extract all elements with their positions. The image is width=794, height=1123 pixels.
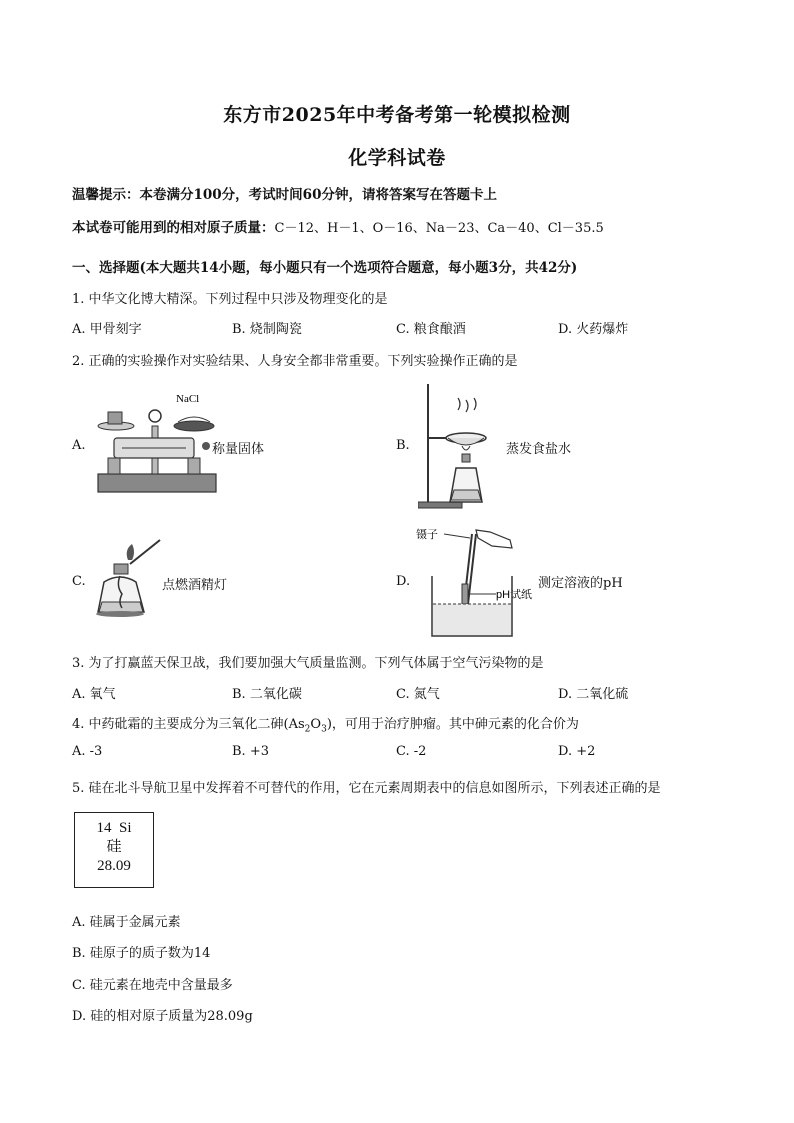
q2-caption-b: 蒸发食盐水 — [506, 442, 572, 457]
atomic-mass-label: 本试卷可能用到的相对原子质量： — [72, 220, 275, 236]
q2-letter-b: B. — [396, 438, 410, 453]
evaporation-figure — [418, 380, 500, 510]
q4-formula: $As_2O_3$ — [288, 717, 327, 735]
element-card-silicon — [74, 812, 154, 888]
q5-option-d: D. 硅的相对原子质量为28.09g — [72, 1009, 253, 1024]
ph-test-figure — [412, 524, 542, 642]
element-symbol: Si — [118, 820, 132, 836]
q4-option-c: C. -2 — [396, 744, 427, 759]
q3-option-a: A. 氧气 — [72, 687, 116, 702]
nacl-label: NaCl — [176, 393, 200, 405]
tweezers-label: 镊子 — [416, 529, 438, 541]
element-header — [75, 819, 153, 838]
q1-stem: 1. 中华文化博大精深。下列过程中只涉及物理变化的是 — [72, 292, 388, 307]
q2-letter-c: C. — [72, 574, 86, 589]
q4-option-d: D. +2 — [558, 744, 596, 759]
balance-scale-figure — [94, 386, 224, 498]
element-name: 硅 — [106, 839, 122, 855]
q5-option-c: C. 硅元素在地壳中含量最多 — [72, 978, 233, 993]
q2-caption-c: 点燃酒精灯 — [162, 578, 228, 593]
exam-title: 东方市2025年中考备考第一轮模拟检测 — [223, 104, 571, 126]
q1-option-a: A. 甲骨刻字 — [72, 322, 142, 337]
q2-stem: 2. 正确的实验操作对实验结果、人身安全都非常重要。下列实验操作正确的是 — [72, 354, 518, 369]
alcohol-lamp-figure — [92, 536, 168, 620]
q3-option-b: B. 二氧化碳 — [232, 687, 302, 702]
q3-stem: 3. 为了打赢蓝天保卫战，我们要加强大气质量监测。下列气体属于空气污染物的是 — [72, 656, 544, 671]
atomic-mass-line — [72, 216, 604, 236]
atomic-mass-values: C－12、H－1、O－16、Na－23、Ca－40、Cl－35.5 — [274, 221, 604, 236]
q5-stem: 5. 硅在北斗导航卫星中发挥着不可替代的作用，它在元素周期表中的信息如图所示，下列表述正确的是 — [72, 781, 661, 796]
q3-option-d: D. 二氧化硫 — [558, 687, 629, 702]
q4-option-a: A. -3 — [72, 744, 103, 759]
exam-subtitle: 化学科试卷 — [348, 147, 446, 169]
q4-stem-after: )，可用于治疗肿瘤。其中砷元素的化合价为 — [326, 717, 579, 732]
q1-option-b: B. 烧制陶瓷 — [232, 322, 302, 337]
notice: 温馨提示：本卷满分100分，考试时间60分钟，请将答案写在答题卡上 — [72, 187, 497, 203]
ph-paper-label: pH试纸 — [496, 589, 533, 601]
q2-caption-d: 测定溶液的pH — [538, 576, 623, 591]
q4-stem-before: 4. 中药砒霜的主要成分为三氧化二砷( — [72, 717, 289, 732]
q4-stem — [72, 713, 579, 735]
q2-letter-a: A. — [72, 438, 86, 453]
q5-option-b: B. 硅原子的质子数为14 — [72, 946, 211, 961]
section-heading: 一、选择题(本大题共14小题，每小题只有一个选项符合题意，每小题3分，共42分) — [72, 260, 578, 276]
q5-option-a: A. 硅属于金属元素 — [72, 915, 181, 930]
q3-option-c: C. 氮气 — [396, 687, 440, 702]
atomic-number: 14 — [96, 820, 112, 836]
q2-letter-d: D. — [396, 574, 411, 589]
q4-option-b: B. +3 — [232, 744, 269, 759]
q1-option-c: C. 粮食酿酒 — [396, 322, 466, 337]
atomic-mass: 28.09 — [97, 858, 131, 874]
q1-option-d: D. 火药爆炸 — [558, 322, 629, 337]
q2-caption-a: 称量固体 — [212, 442, 265, 457]
